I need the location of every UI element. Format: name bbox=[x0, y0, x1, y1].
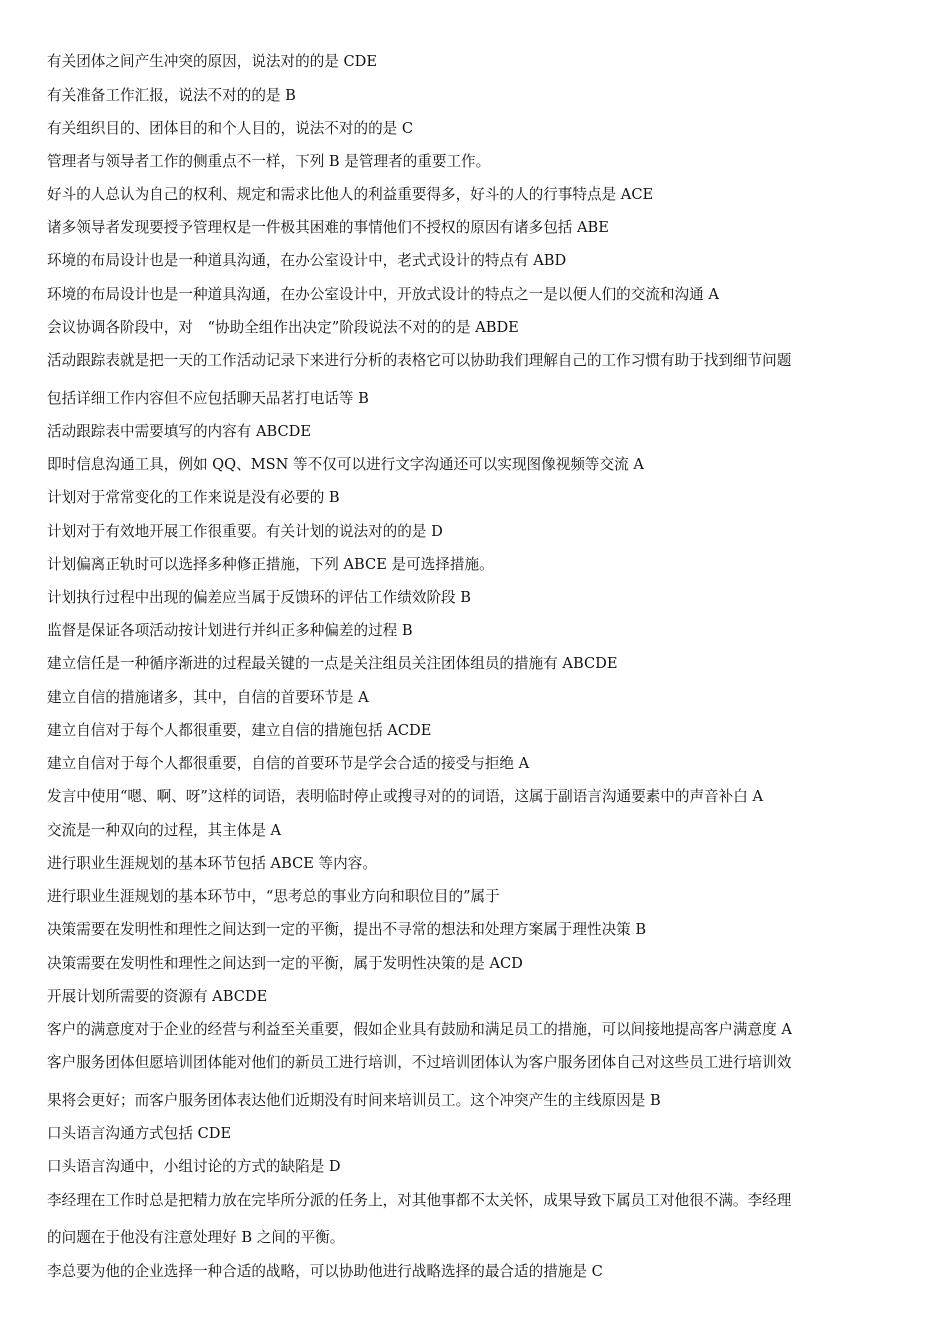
text-line: 客户服务团体但愿培训团体能对他们的新员工进行培训，不过培训团体认为客户服务团体自己对这些员工进行培训效 bbox=[47, 1054, 792, 1071]
text-line: 进行职业生涯规划的基本环节包括 ABCE 等内容。 bbox=[47, 855, 377, 872]
text-line: 李经理在工作时总是把精力放在完毕所分派的任务上，对其他事都不太关怀，成果导致下属员工对他很不满。李经理 bbox=[47, 1192, 792, 1209]
text-line: 会议协调各阶段中，对 “协助全组作出决定”阶段说法不对的的是 ABDE bbox=[47, 319, 519, 336]
text-line: 的问题在于他没有注意处理好 B 之间的平衡。 bbox=[47, 1229, 345, 1246]
text-line: 活动跟踪表中需要填写的内容有 ABCDE bbox=[47, 423, 312, 440]
text-line: 有关准备工作汇报，说法不对的的是 B bbox=[47, 87, 296, 104]
text-line: 李总要为他的企业选择一种合适的战略，可以协助他进行战略选择的最合适的措施是 C bbox=[47, 1263, 603, 1280]
text-line: 好斗的人总认为自己的权利、规定和需求比他人的利益重要得多，好斗的人的行事特点是 ACE bbox=[47, 186, 654, 203]
text-line: 发言中使用“嗯、啊、呀”这样的词语，表明临时停止或搜寻对的的词语，这属于副语言沟通要素中的声音补白 A bbox=[47, 788, 764, 805]
text-line: 包括详细工作内容但不应包括聊天品茗打电话等 B bbox=[47, 390, 369, 407]
text-line: 口头语言沟通中，小组讨论的方式的缺陷是 D bbox=[47, 1158, 341, 1175]
text-line: 即时信息沟通工具，例如 QQ、MSN 等不仅可以进行文字沟通还可以实现图像视频等交流 A bbox=[47, 456, 644, 473]
text-line: 建立自信对于每个人都很重要，自信的首要环节是学会合适的接受与拒绝 A bbox=[47, 755, 530, 772]
text-line: 进行职业生涯规划的基本环节中，“思考总的事业方向和职位目的”属于 bbox=[47, 888, 500, 905]
text-line: 客户的满意度对于企业的经营与利益至关重要，假如企业具有鼓励和满足员工的措施，可以间接地提高客户满意度 A bbox=[47, 1021, 792, 1038]
text-line: 环境的布局设计也是一种道具沟通，在办公室设计中，开放式设计的特点之一是以便人们的交流和沟通 A bbox=[47, 286, 719, 303]
text-line: 监督是保证各项活动按计划进行并纠正多种偏差的过程 B bbox=[47, 622, 413, 639]
text-line: 建立自信对于每个人都很重要，建立自信的措施包括 ACDE bbox=[47, 722, 432, 739]
text-line: 计划对于有效地开展工作很重要。有关计划的说法对的的是 D bbox=[47, 523, 443, 540]
text-line: 建立信任是一种循序渐进的过程最关键的一点是关注组员关注团体组员的措施有 ABCDE bbox=[47, 655, 618, 672]
text-line: 计划对于常常变化的工作来说是没有必要的 B bbox=[47, 489, 340, 506]
text-line: 活动跟踪表就是把一天的工作活动记录下来进行分析的表格它可以协助我们理解自己的工作习惯有助于找到细节问题 bbox=[47, 352, 792, 369]
text-line: 管理者与领导者工作的侧重点不一样，下列 B 是管理者的重要工作。 bbox=[47, 153, 491, 170]
text-line: 建立自信的措施诸多，其中，自信的首要环节是 A bbox=[47, 689, 369, 706]
text-line: 果将会更好；而客户服务团体表达他们近期没有时间来培训员工。这个冲突产生的主线原因是 B bbox=[47, 1092, 661, 1109]
text-line: 计划偏离正轨时可以选择多种修正措施，下列 ABCE 是可选择措施。 bbox=[47, 556, 494, 573]
text-line: 环境的布局设计也是一种道具沟通，在办公室设计中，老式式设计的特点有 ABD bbox=[47, 252, 567, 269]
text-line: 开展计划所需要的资源有 ABCDE bbox=[47, 988, 268, 1005]
text-line: 有关组织目的、团体目的和个人目的，说法不对的的是 C bbox=[47, 120, 414, 137]
text-line: 口头语言沟通方式包括 CDE bbox=[47, 1125, 232, 1142]
text-line: 决策需要在发明性和理性之间达到一定的平衡，属于发明性决策的是 ACD bbox=[47, 955, 523, 972]
text-line: 决策需要在发明性和理性之间达到一定的平衡，提出不寻常的想法和处理方案属于理性决策 B bbox=[47, 921, 647, 938]
text-line: 诸多领导者发现要授予管理权是一件极其困难的事情他们不授权的原因有诸多包括 ABE bbox=[47, 219, 609, 236]
text-line: 有关团体之间产生冲突的原因，说法对的的是 CDE bbox=[47, 53, 378, 70]
text-line: 交流是一种双向的过程，其主体是 A bbox=[47, 822, 282, 839]
text-line: 计划执行过程中出现的偏差应当属于反馈环的评估工作绩效阶段 B bbox=[47, 589, 471, 606]
